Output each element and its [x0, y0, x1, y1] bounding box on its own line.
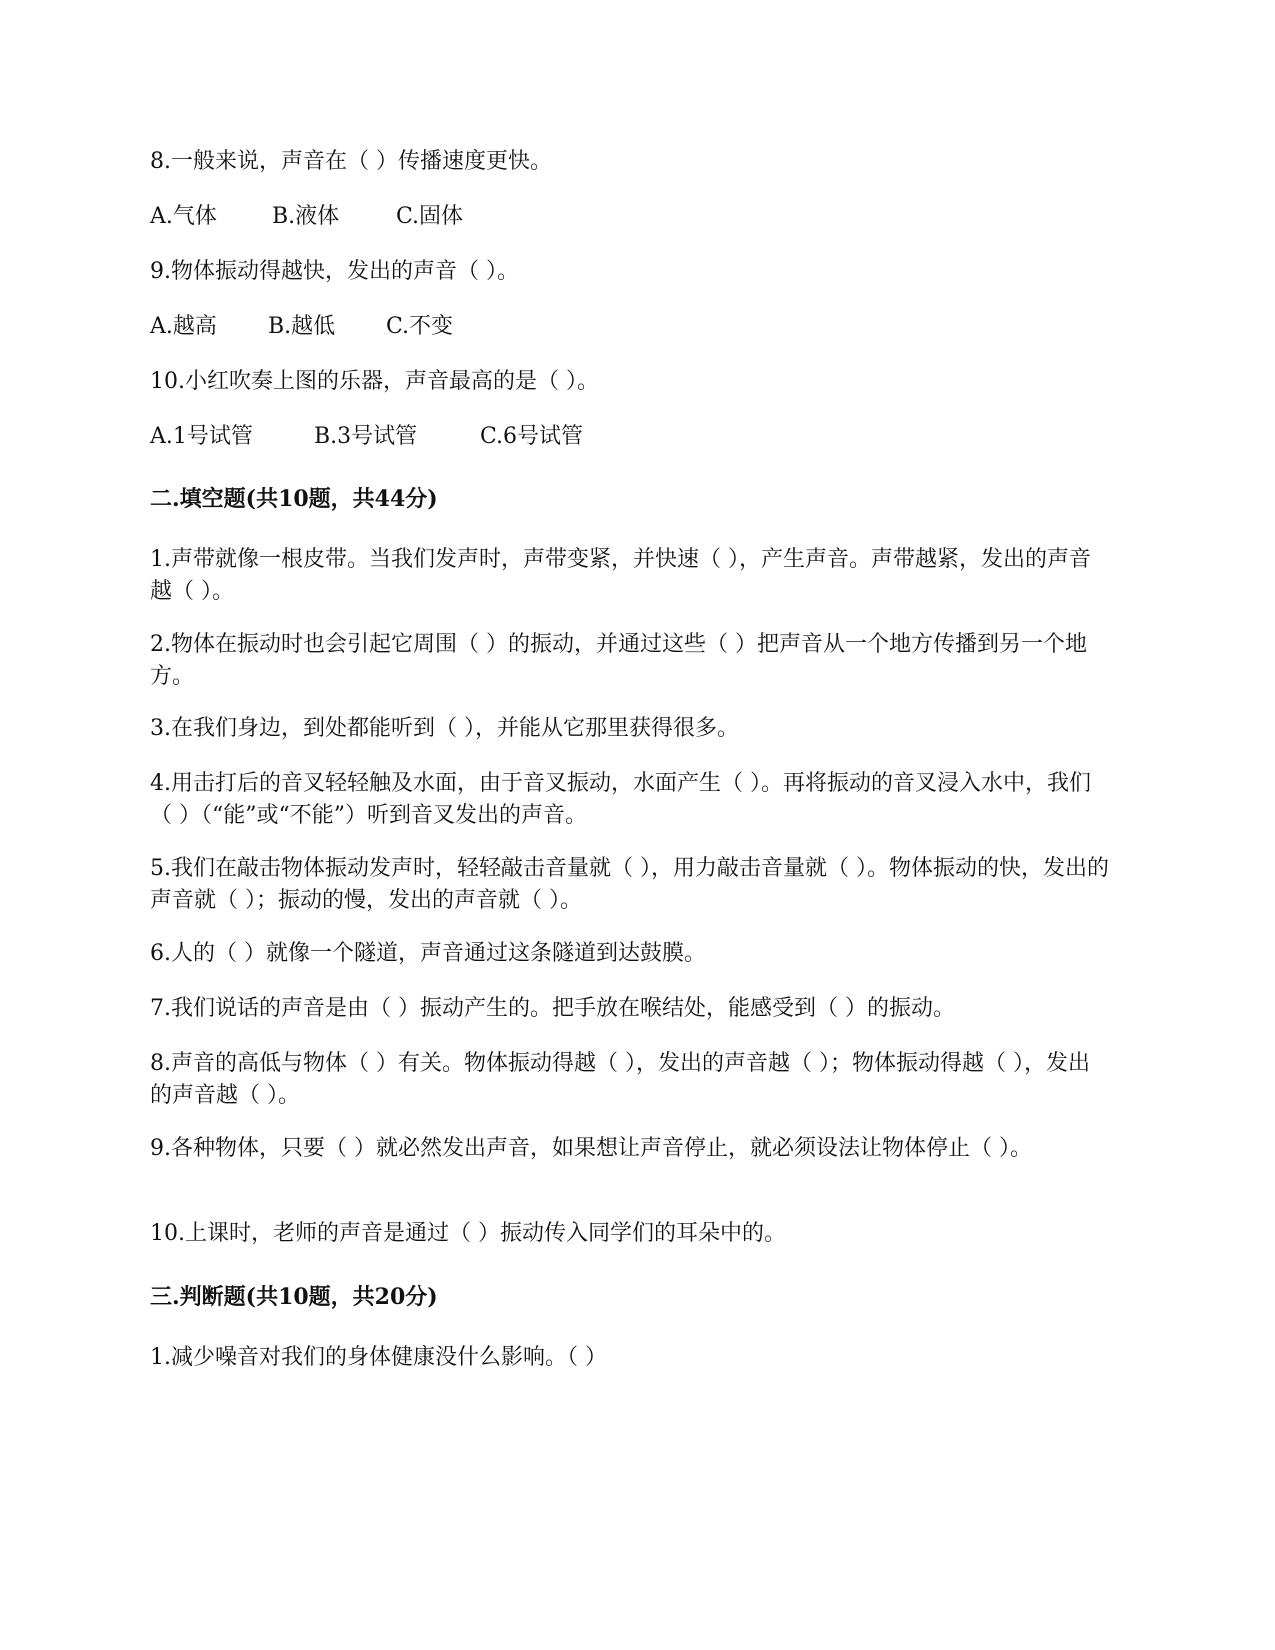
mc-options-8: [150, 201, 463, 233]
mc-question-10: 10.小红吹奏上图的乐器，声音最高的是（ ）。: [150, 369, 599, 394]
fill-item-6: 6.人的（ ）就像一个隧道，声音通过这条隧道到达鼓膜。: [150, 941, 706, 966]
fill-item-10: 10.上课时，老师的声音是通过（ ）振动传入同学们的耳朵中的。: [150, 1221, 786, 1246]
mc-options-9: [150, 311, 453, 343]
option-a: A.越高: [150, 314, 217, 339]
fill-item-3: 3.在我们身边，到处都能听到（ ），并能从它那里获得很多。: [150, 716, 739, 741]
fill-item-2: 2.物体在振动时也会引起它周围（ ）的振动，并通过这些（ ）把声音从一个地方传播到另一个地方。: [150, 632, 1087, 689]
fill-item-7: 7.我们说话的声音是由（ ）振动产生的。把手放在喉结处，能感受到（ ）的振动。: [150, 996, 955, 1021]
section-heading-fill-in: 二.填空题(共10题，共44分): [150, 486, 438, 512]
fill-item-8: 8.声音的高低与物体（ ）有关。物体振动得越（ ），发出的声音越（ ）；物体振动得越（ ），发出的声音越（ ）。: [150, 1051, 1090, 1108]
option-c: C.6号试管: [480, 424, 584, 449]
option-c: C.不变: [386, 314, 454, 339]
option-a: A.1号试管: [150, 424, 253, 449]
option-a: A.气体: [150, 204, 217, 229]
fill-item-4: 4.用击打后的音叉轻轻触及水面，由于音叉振动，水面产生（ ）。再将振动的音叉浸入水中，我们（ ）（“能”或“不能”）听到音叉发出的声音。: [150, 771, 1091, 828]
option-b: B.3号试管: [314, 424, 418, 449]
fill-item-5: 5.我们在敲击物体振动发声时，轻轻敲击音量就（ ），用力敲击音量就（ ）。物体振动的快，发出的声音就（ ）；振动的慢，发出的声音就（ ）。: [150, 856, 1109, 913]
mc-question-9: 9.物体振动得越快，发出的声音（ ）。: [150, 259, 519, 284]
option-c: C.固体: [396, 204, 464, 229]
option-b: B.越低: [268, 314, 336, 339]
fill-item-1: 1.声带就像一根皮带。当我们发声时，声带变紧，并快速（ ），产生声音。声带越紧，发出的声音越（ ）。: [150, 547, 1091, 604]
judge-item-1: 1.减少噪音对我们的身体健康没什么影响。（ ）: [150, 1345, 607, 1370]
mc-question-8: 8.一般来说，声音在（ ）传播速度更快。: [150, 149, 552, 174]
mc-options-10: [150, 421, 583, 453]
fill-item-9: 9.各种物体，只要（ ）就必然发出声音，如果想让声音停止，就必须设法让物体停止（ ）。: [150, 1136, 1032, 1161]
section-heading-true-false: 三.判断题(共10题，共20分): [150, 1284, 438, 1310]
option-b: B.液体: [272, 204, 340, 229]
